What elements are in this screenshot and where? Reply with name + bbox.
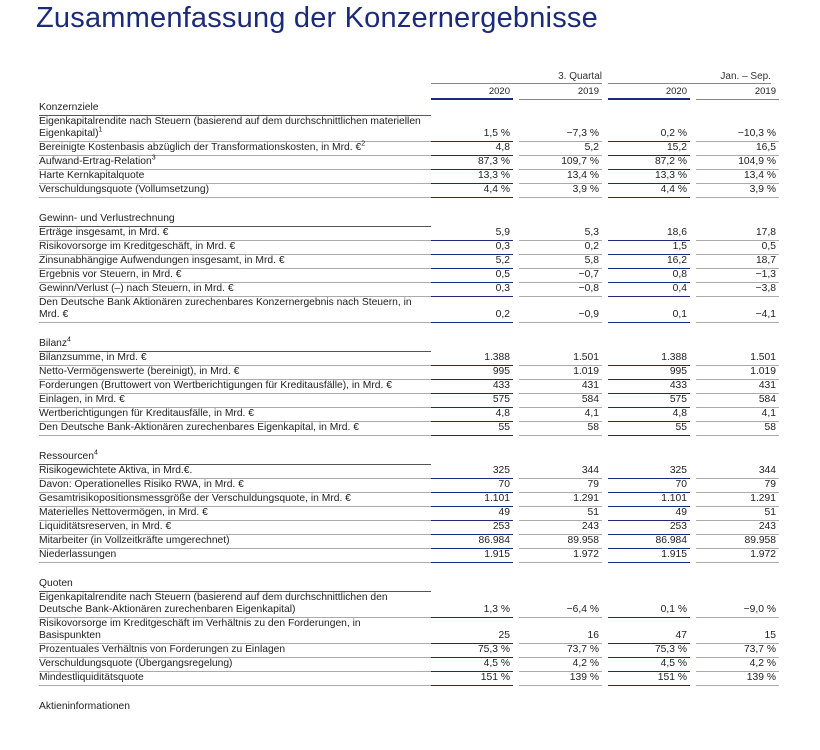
table-row <box>39 421 779 435</box>
value-cell: 0,2 <box>519 240 602 254</box>
row-label: Materielles Nettovermögen, in Mrd. € <box>39 506 431 520</box>
value-cell: 5,2 <box>431 254 513 268</box>
row-label: Risikovorsorge im Kreditgeschäft, in Mrd. € <box>39 240 431 254</box>
section-heading: Quoten <box>39 576 431 592</box>
value-cell: 1.291 <box>696 492 779 506</box>
value-cell: 243 <box>696 520 779 534</box>
value-cell: 584 <box>696 393 779 407</box>
value-cell: 25 <box>431 617 513 643</box>
section-heading: Ressourcen$^4$ <box>39 449 431 465</box>
row-label: Erträge insgesamt, in Mrd. € <box>39 226 431 240</box>
row-label: Wertberichtigungen für Kreditausfälle, in Mrd. € <box>39 407 431 421</box>
value-cell: 73,7 % <box>519 643 602 657</box>
section-header-row <box>39 99 779 115</box>
value-cell: 109,7 % <box>519 155 602 169</box>
value-cell: 5,9 <box>431 226 513 240</box>
value-cell: 1.291 <box>519 492 602 506</box>
value-cell: 4,5 % <box>431 657 513 671</box>
section-heading: Konzernziele <box>39 99 431 115</box>
row-label: Den Deutsche Bank-Aktionären zurechenbares Eigenkapital, in Mrd. € <box>39 421 431 435</box>
section-header-row <box>39 336 779 352</box>
value-cell: 0,2 % <box>608 115 690 141</box>
row-label: Davon: Operationelles Risiko RWA, in Mrd. € <box>39 478 431 492</box>
value-cell: 243 <box>519 520 602 534</box>
value-cell: 49 <box>431 506 513 520</box>
value-cell: 995 <box>431 365 513 379</box>
value-cell: 995 <box>608 365 690 379</box>
value-cell: 16,2 <box>608 254 690 268</box>
value-cell: −0,9 <box>519 296 602 322</box>
table-row <box>39 351 779 365</box>
value-cell: 86.984 <box>608 534 690 548</box>
table-row <box>39 671 779 685</box>
results-table <box>39 86 779 714</box>
section-heading: Gewinn- und Verlustrechnung <box>39 211 431 227</box>
value-cell: 0,1 <box>608 296 690 322</box>
row-label: Risikogewichtete Aktiva, in Mrd.€. <box>39 464 431 478</box>
value-cell: 151 % <box>608 671 690 685</box>
value-cell: 139 % <box>519 671 602 685</box>
table-row <box>39 254 779 268</box>
value-cell: 1.915 <box>431 548 513 562</box>
table-row <box>39 226 779 240</box>
row-label: Verschuldungsquote (Übergangsregelung) <box>39 657 431 671</box>
row-label: Forderungen (Bruttowert von Wertberichtigungen für Kreditausfälle), in Mrd. € <box>39 379 431 393</box>
value-cell: 1.019 <box>696 365 779 379</box>
row-label: Aufwand-Ertrag-Relation$^3$ <box>39 155 431 169</box>
value-cell: 1.101 <box>608 492 690 506</box>
row-label: Eigenkapitalrendite nach Steuern (basierend auf dem durchschnittlichen materiellen Eigenkapital)$^1$ <box>39 115 431 141</box>
value-cell: 325 <box>431 464 513 478</box>
value-cell: 575 <box>431 393 513 407</box>
value-cell: 1,3 % <box>431 591 513 617</box>
table-row <box>39 506 779 520</box>
value-cell: −0,8 <box>519 282 602 296</box>
value-cell: 75,3 % <box>608 643 690 657</box>
value-cell: 0,3 <box>431 240 513 254</box>
value-cell: 4,1 <box>696 407 779 421</box>
table-row <box>39 296 779 322</box>
value-cell: 431 <box>696 379 779 393</box>
section-heading: Bilanz$^4$ <box>39 336 431 352</box>
value-cell: 1,5 % <box>431 115 513 141</box>
row-label: Einlagen, in Mrd. € <box>39 393 431 407</box>
value-cell: 1.972 <box>696 548 779 562</box>
value-cell: 1.019 <box>519 365 602 379</box>
value-cell: 104,9 % <box>696 155 779 169</box>
value-cell: 584 <box>519 393 602 407</box>
value-cell: 15,2 <box>608 141 690 155</box>
section-header-row <box>39 576 779 592</box>
table-row <box>39 464 779 478</box>
value-cell: 3,9 % <box>696 183 779 197</box>
value-cell: 4,8 <box>431 407 513 421</box>
value-cell: 1.388 <box>608 351 690 365</box>
value-cell: 4,4 % <box>431 183 513 197</box>
value-cell: 0,2 <box>431 296 513 322</box>
value-cell: 1.388 <box>431 351 513 365</box>
value-cell: 5,8 <box>519 254 602 268</box>
period-rule-ytd <box>608 83 771 84</box>
table-row <box>39 407 779 421</box>
row-label: Gewinn/Verlust (–) nach Steuern, in Mrd. € <box>39 282 431 296</box>
value-cell: −7,3 % <box>519 115 602 141</box>
period-label-quarter: 3. Quartal <box>558 71 602 82</box>
value-cell: 1.915 <box>608 548 690 562</box>
value-cell: 18,6 <box>608 226 690 240</box>
value-cell: 18,7 <box>696 254 779 268</box>
value-cell: −4,1 <box>696 296 779 322</box>
value-cell: 0,5 <box>431 268 513 282</box>
value-cell: 139 % <box>696 671 779 685</box>
value-cell: 51 <box>696 506 779 520</box>
value-cell: 5,3 <box>519 226 602 240</box>
value-cell: 87,2 % <box>608 155 690 169</box>
value-cell: 13,4 % <box>519 169 602 183</box>
period-rule-quarter <box>431 83 602 84</box>
value-cell: 1.972 <box>519 548 602 562</box>
value-cell: 344 <box>696 464 779 478</box>
value-cell: −10,3 % <box>696 115 779 141</box>
table-row <box>39 591 779 617</box>
value-cell: 151 % <box>431 671 513 685</box>
table-row <box>39 492 779 506</box>
row-label: Niederlassungen <box>39 548 431 562</box>
row-label: Liquiditätsreserven, in Mrd. € <box>39 520 431 534</box>
row-label: Den Deutsche Bank Aktionären zurechenbares Konzernergebnis nach Steuern, in Mrd. € <box>39 296 431 322</box>
section-spacer <box>39 197 779 211</box>
section-spacer <box>39 685 779 699</box>
value-cell: 575 <box>608 393 690 407</box>
value-cell: 433 <box>431 379 513 393</box>
table-row <box>39 548 779 562</box>
value-cell: 49 <box>608 506 690 520</box>
value-cell: 55 <box>608 421 690 435</box>
section-header-row <box>39 211 779 227</box>
value-cell: 0,8 <box>608 268 690 282</box>
row-label: Bilanzsumme, in Mrd. € <box>39 351 431 365</box>
value-cell: 86.984 <box>431 534 513 548</box>
value-cell: 344 <box>519 464 602 478</box>
value-cell: 253 <box>608 520 690 534</box>
value-cell: 1,5 <box>608 240 690 254</box>
table-row <box>39 240 779 254</box>
value-cell: −9,0 % <box>696 591 779 617</box>
row-label: Eigenkapitalrendite nach Steuern (basierend auf dem durchschnittlichen den Deutsche Bank-Aktionären zurechenbaren Eigenkapital) <box>39 591 431 617</box>
value-cell: 0,1 % <box>608 591 690 617</box>
value-cell: 325 <box>608 464 690 478</box>
value-cell: 4,8 <box>431 141 513 155</box>
value-cell: 1.501 <box>696 351 779 365</box>
table-row <box>39 520 779 534</box>
table-row <box>39 282 779 296</box>
table-row <box>39 643 779 657</box>
value-cell: 1.101 <box>431 492 513 506</box>
value-cell: 70 <box>431 478 513 492</box>
year-header: 2020 <box>608 86 690 99</box>
value-cell: 0,4 <box>608 282 690 296</box>
table-row <box>39 169 779 183</box>
value-cell: 4,5 % <box>608 657 690 671</box>
value-cell: 16 <box>519 617 602 643</box>
row-label: Mindestliquiditätsquote <box>39 671 431 685</box>
value-cell: −1,3 <box>696 268 779 282</box>
row-label: Ergebnis vor Steuern, in Mrd. € <box>39 268 431 282</box>
value-cell: 17,8 <box>696 226 779 240</box>
value-cell: 89.958 <box>519 534 602 548</box>
table-row <box>39 268 779 282</box>
section-spacer <box>39 322 779 336</box>
value-cell: 13,3 % <box>608 169 690 183</box>
value-cell: 4,4 % <box>608 183 690 197</box>
value-cell: 79 <box>519 478 602 492</box>
table-row <box>39 115 779 141</box>
value-cell: 51 <box>519 506 602 520</box>
value-cell: 1.501 <box>519 351 602 365</box>
section-header-row <box>39 699 779 714</box>
section-spacer <box>39 562 779 576</box>
value-cell: 87,3 % <box>431 155 513 169</box>
period-label-ytd: Jan. – Sep. <box>720 71 771 82</box>
page-title: Zusammenfassung der Konzernergebnisse <box>36 2 598 34</box>
table-row <box>39 379 779 393</box>
row-label: Gesamtrisikopositionsmessgröße der Verschuldungsquote, in Mrd. € <box>39 492 431 506</box>
value-cell: 16,5 <box>696 141 779 155</box>
value-cell: 58 <box>696 421 779 435</box>
row-label: Bereinigte Kostenbasis abzüglich der Transformationskosten, in Mrd. €$^2$ <box>39 141 431 155</box>
row-label: Verschuldungsquote (Vollumsetzung) <box>39 183 431 197</box>
table-row <box>39 534 779 548</box>
row-label: Netto-Vermögenswerte (bereinigt), in Mrd. € <box>39 365 431 379</box>
value-cell: −6,4 % <box>519 591 602 617</box>
value-cell: 55 <box>431 421 513 435</box>
value-cell: 13,3 % <box>431 169 513 183</box>
table-row <box>39 657 779 671</box>
row-label: Mitarbeiter (in Vollzeitkräfte umgerechnet) <box>39 534 431 548</box>
year-header-row <box>39 86 779 99</box>
value-cell: 13,4 % <box>696 169 779 183</box>
value-cell: 253 <box>431 520 513 534</box>
year-header: 2019 <box>696 86 779 99</box>
row-label: Risikovorsorge im Kreditgeschäft im Verhältnis zu den Forderungen, in Basispunkten <box>39 617 431 643</box>
row-label: Prozentuales Verhältnis von Forderungen zu Einlagen <box>39 643 431 657</box>
value-cell: 15 <box>696 617 779 643</box>
table-row <box>39 478 779 492</box>
value-cell: 4,1 <box>519 407 602 421</box>
value-cell: 73,7 % <box>696 643 779 657</box>
row-label: Zinsunabhängige Aufwendungen insgesamt, in Mrd. € <box>39 254 431 268</box>
year-header: 2019 <box>519 86 602 99</box>
table-row <box>39 183 779 197</box>
year-header: 2020 <box>431 86 513 99</box>
section-spacer <box>39 435 779 449</box>
value-cell: 58 <box>519 421 602 435</box>
value-cell: 4,2 % <box>519 657 602 671</box>
value-cell: 431 <box>519 379 602 393</box>
value-cell: 5,2 <box>519 141 602 155</box>
value-cell: 4,2 % <box>696 657 779 671</box>
table-row <box>39 365 779 379</box>
row-label: Harte Kernkapitalquote <box>39 169 431 183</box>
value-cell: 4,8 <box>608 407 690 421</box>
value-cell: 0,3 <box>431 282 513 296</box>
section-header-row <box>39 449 779 465</box>
value-cell: 47 <box>608 617 690 643</box>
value-cell: 3,9 % <box>519 183 602 197</box>
table-row <box>39 141 779 155</box>
value-cell: 70 <box>608 478 690 492</box>
value-cell: 433 <box>608 379 690 393</box>
value-cell: 0,5 <box>696 240 779 254</box>
value-cell: −0,7 <box>519 268 602 282</box>
value-cell: −3,8 <box>696 282 779 296</box>
table-row <box>39 393 779 407</box>
table-row <box>39 155 779 169</box>
section-heading: Aktieninformationen <box>39 700 131 712</box>
table-row <box>39 617 779 643</box>
value-cell: 75,3 % <box>431 643 513 657</box>
value-cell: 89.958 <box>696 534 779 548</box>
value-cell: 79 <box>696 478 779 492</box>
